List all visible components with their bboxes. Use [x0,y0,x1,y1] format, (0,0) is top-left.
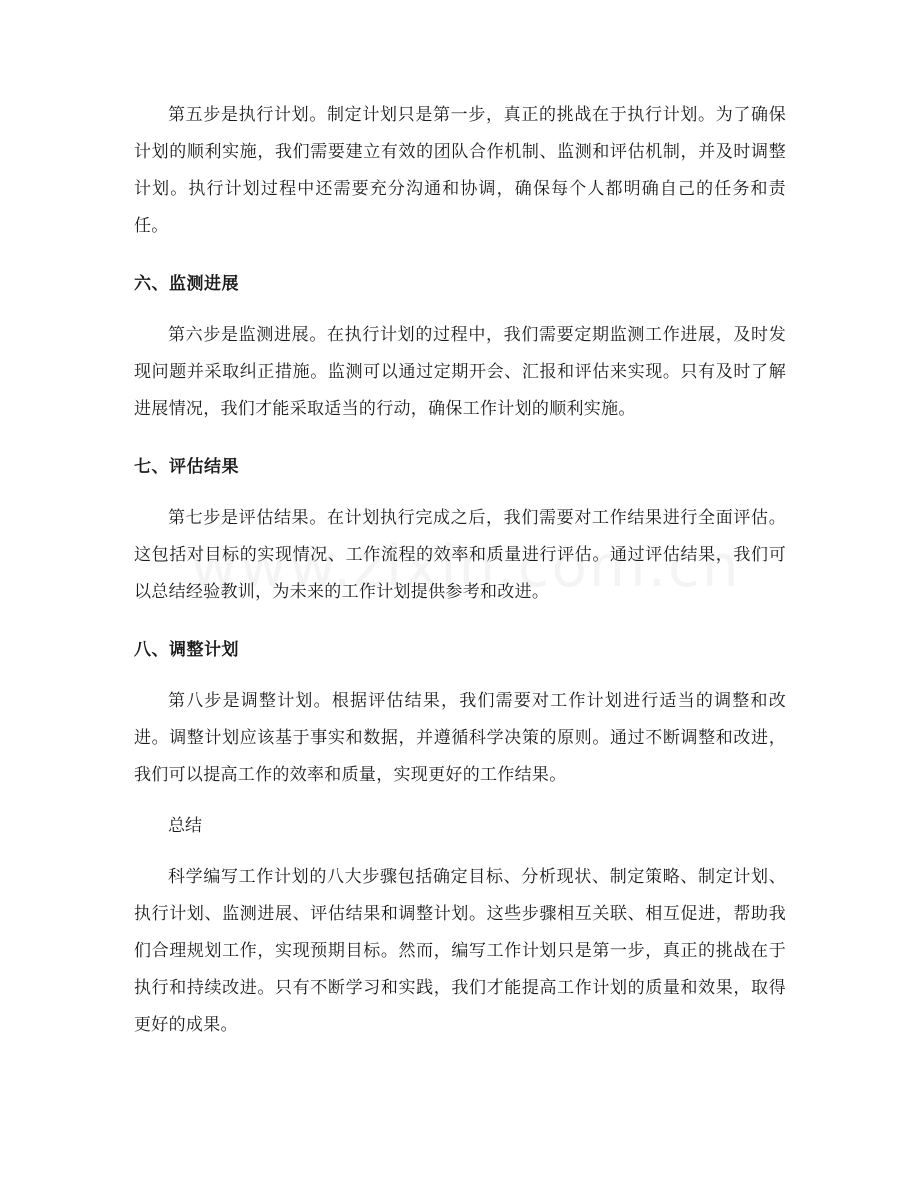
section-8-heading: 八、调整计划 [134,640,239,660]
section-7-heading: 七、评估结果 [134,457,239,477]
section-6-heading: 六、监测进展 [134,274,239,294]
section-5-paragraph: 第五步是执行计划。制定计划只是第一步，真正的挑战在于执行计划。为了确保计划的顺利实施，我们需要建立有效的团队合作机制、监测和评估机制，并及时调整计划。执行计划过程中还需要充分沟通和协调，确保每个人都明确自己的任务和责任。 [134,105,786,236]
document-body [134,97,786,1044]
summary-label: 总结 [168,816,202,836]
section-8-paragraph: 第八步是调整计划。根据评估结果，我们需要对工作计划进行适当的调整和改进。调整计划应该基于事实和数据，并遵循科学决策的原则。通过不断调整和改进，我们可以提高工作的效率和质量，实现更好的工作结果。 [134,691,786,785]
section-7-paragraph: 第七步是评估结果。在计划执行完成之后，我们需要对工作结果进行全面评估。这包括对目标的实现情况、工作流程的效率和质量进行评估。通过评估结果，我们可以总结经验教训，为未来的工作计划提供参考和改进。 [134,508,786,602]
section-6-paragraph: 第六步是监测进展。在执行计划的过程中，我们需要定期监测工作进展，及时发现问题并采取纠正措施。监测可以通过定期开会、汇报和评估来实现。只有及时了解进展情况，我们才能采取适当的行动，确保工作计划的顺利实施。 [134,325,786,419]
summary-paragraph: 科学编写工作计划的八大步骤包括确定目标、分析现状、制定策略、制定计划、执行计划、监测进展、评估结果和调整计划。这些步骤相互关联、相互促进，帮助我们合理规划工作，实现预期目标。然而，编写工作计划只是第一步，真正的挑战在于执行和持续改进。只有不断学习和实践，我们才能提高工作计划的质量和效果，取得更好的成果。 [134,867,786,1035]
